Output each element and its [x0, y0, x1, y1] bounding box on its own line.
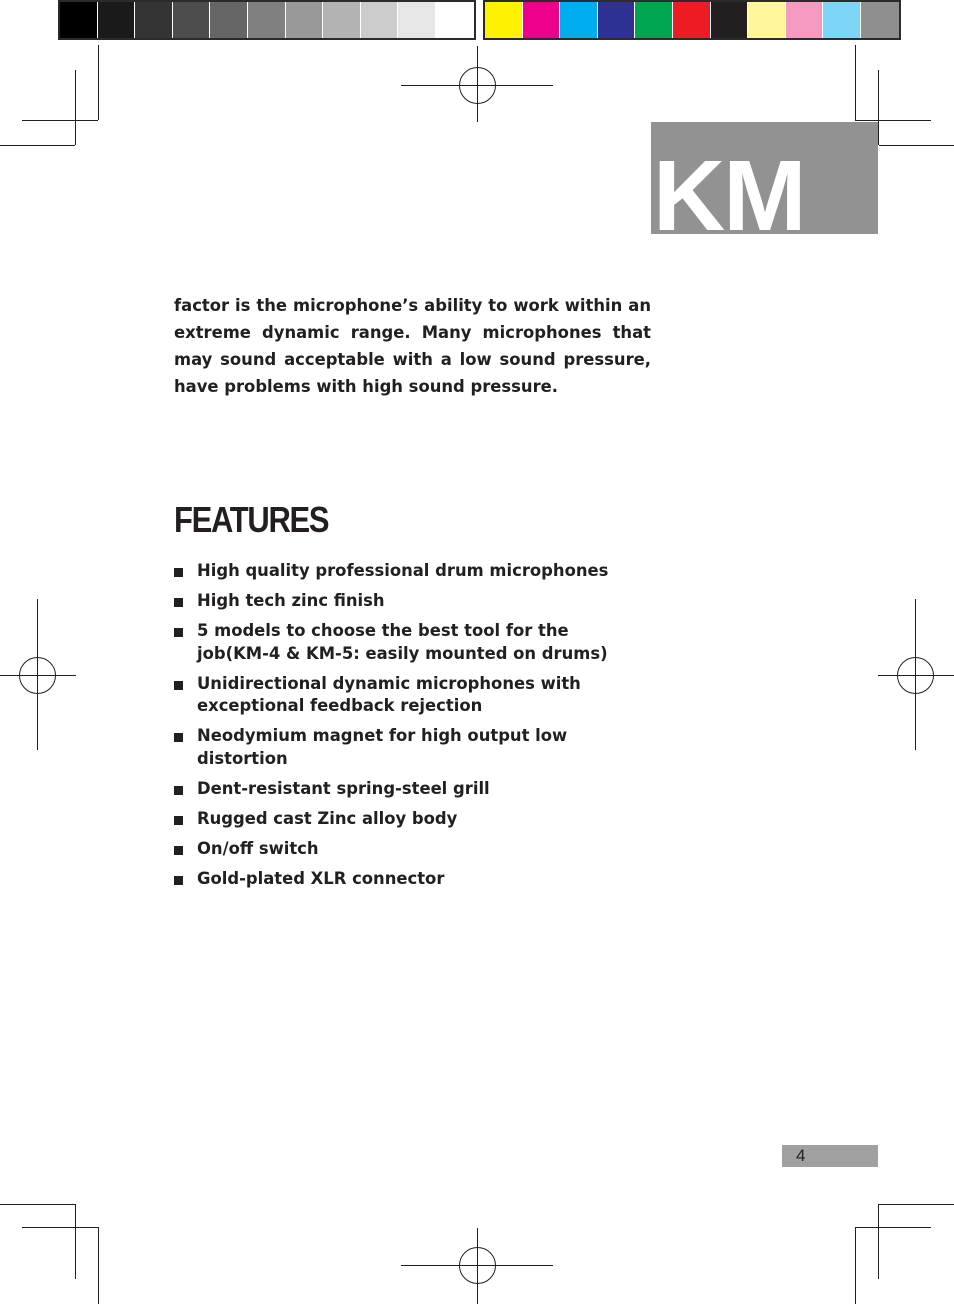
- features-list: [174, 560, 654, 898]
- km-logo: [651, 122, 878, 234]
- square-bullet-icon: [174, 598, 183, 607]
- intro-paragraph: factor is the microphone’s ability to work within an extreme dynamic range. Many microphones that may sound acceptable with a low sound pressure, have problems with high sound pressure.: [174, 296, 651, 396]
- feature-item: Unidirectional dynamic microphones with exceptional feedback rejection: [174, 673, 597, 718]
- color-swatch: [748, 2, 786, 38]
- process-color-bar: [483, 0, 901, 40]
- color-swatch: [635, 2, 673, 38]
- color-swatch: [560, 2, 598, 38]
- feature-item: High quality professional drum microphones: [174, 560, 654, 583]
- page-number: 4: [796, 1146, 806, 1165]
- feature-item: Dent-resistant spring-steel grill: [174, 778, 654, 801]
- km-logo-text: KM: [653, 140, 805, 234]
- feature-item: On/off switch: [174, 838, 654, 861]
- square-bullet-icon: [174, 816, 183, 825]
- color-swatch: [436, 2, 474, 38]
- feature-item: Gold-plated XLR connector: [174, 868, 654, 891]
- square-bullet-icon: [174, 733, 183, 742]
- color-swatch: [248, 2, 286, 38]
- square-bullet-icon: [174, 628, 183, 637]
- color-swatch: [523, 2, 561, 38]
- color-swatch: [98, 2, 136, 38]
- color-swatch: [823, 2, 861, 38]
- color-swatch: [786, 2, 824, 38]
- square-bullet-icon: [174, 846, 183, 855]
- color-swatch: [361, 2, 399, 38]
- color-swatch: [673, 2, 711, 38]
- page-number-box: [782, 1145, 878, 1167]
- color-swatch: [286, 2, 324, 38]
- color-swatch: [135, 2, 173, 38]
- feature-item: High tech zinc finish: [174, 590, 654, 613]
- features-heading: FEATURES: [174, 499, 329, 540]
- color-swatch: [598, 2, 636, 38]
- grayscale-color-bar: [58, 0, 476, 40]
- square-bullet-icon: [174, 786, 183, 795]
- color-swatch: [861, 2, 899, 38]
- square-bullet-icon: [174, 568, 183, 577]
- color-swatch: [485, 2, 523, 38]
- color-swatch: [323, 2, 361, 38]
- square-bullet-icon: [174, 876, 183, 885]
- color-swatch: [711, 2, 749, 38]
- feature-item: Neodymium magnet for high output low distortion: [174, 725, 654, 770]
- feature-item: 5 models to choose the best tool for the job(KM-4 & KM-5: easily mounted on drums): [174, 620, 638, 665]
- color-swatch: [173, 2, 211, 38]
- square-bullet-icon: [174, 681, 183, 690]
- color-swatch: [60, 2, 98, 38]
- color-swatch: [210, 2, 248, 38]
- color-swatch: [398, 2, 436, 38]
- feature-item: Rugged cast Zinc alloy body: [174, 808, 654, 831]
